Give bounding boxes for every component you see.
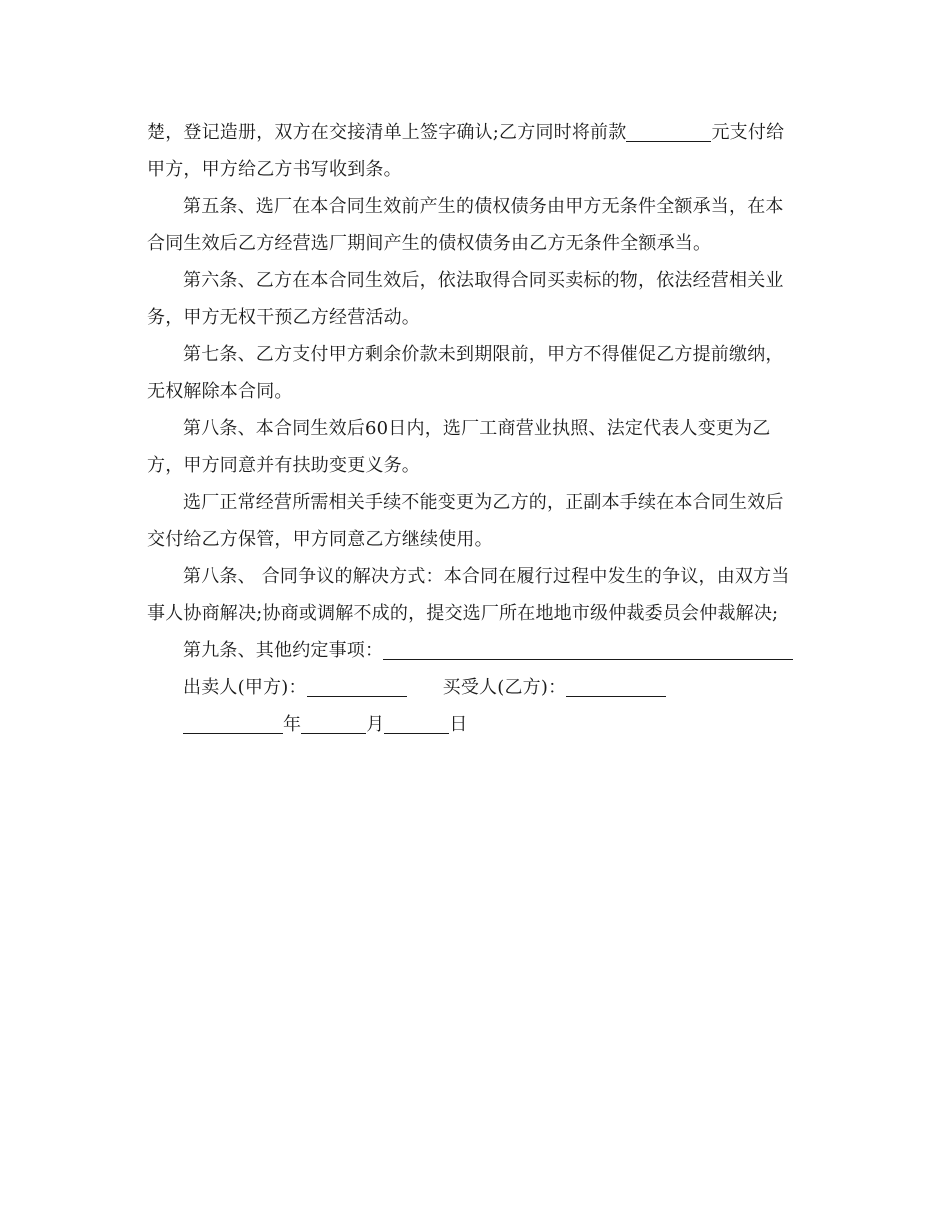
article-5-line: 合同生效后乙方经营选厂期间产生的债权债务由乙方无条件全额承当。 — [147, 233, 712, 254]
article-5-line: 第五条、选厂在本合同生效前产生的债权债务由甲方无条件全额承当，在本 — [183, 196, 784, 217]
seller-label: 出卖人(甲方)： — [183, 677, 307, 698]
other-terms-blank[interactable] — [383, 637, 793, 660]
procedures-line: 交付给乙方保管，甲方同意乙方继续使用。 — [147, 529, 493, 550]
dispute-clause-line: 事人协商解决;协商或调解不成的，提交选厂所在地地市级仲裁委员会仲裁解决; — [147, 603, 779, 624]
dispute-clause-line: 第八条、 合同争议的解决方式：本合同在履行过程中发生的争议，由双方当 — [183, 566, 790, 587]
article-7-line: 无权解除本合同。 — [147, 381, 293, 402]
signature-line — [147, 669, 799, 706]
line-text: 楚，登记造册，双方在交接清单上签字确认;乙方同时将前款 — [147, 122, 627, 143]
day-label: 日 — [449, 714, 468, 735]
article-7-line: 第七条、乙方支付甲方剩余价款未到期限前，甲方不得催促乙方提前缴纳， — [183, 344, 784, 365]
day-blank[interactable] — [384, 711, 449, 734]
other-terms-line — [147, 632, 799, 669]
seller-signature-blank[interactable] — [307, 674, 407, 697]
payment-amount-blank[interactable] — [626, 119, 711, 142]
article-8-line: 第八条、本合同生效后60日内，选厂工商营业执照、法定代表人变更为乙 — [183, 418, 771, 439]
year-label: 年 — [283, 714, 302, 735]
contract-body — [147, 114, 799, 743]
month-label: 月 — [366, 714, 385, 735]
date-line — [147, 706, 799, 743]
article-6-line: 务，甲方无权干预乙方经营活动。 — [147, 307, 420, 328]
year-blank[interactable] — [183, 711, 283, 734]
paragraph-line: 甲方，甲方给乙方书写收到条。 — [147, 159, 402, 180]
other-terms-label: 第九条、其他约定事项： — [183, 640, 384, 661]
article-8-line: 方，甲方同意并有扶助变更义务。 — [147, 455, 420, 476]
paragraph-line — [147, 114, 799, 151]
line-text: 元支付给 — [711, 122, 785, 143]
article-6-line: 第六条、乙方在本合同生效后，依法取得合同买卖标的物，依法经营相关业 — [183, 270, 784, 291]
buyer-label: 买受人(乙方)： — [442, 677, 567, 698]
buyer-signature-blank[interactable] — [566, 674, 666, 697]
month-blank[interactable] — [301, 711, 366, 734]
procedures-line: 选厂正常经营所需相关手续不能变更为乙方的，正副本手续在本合同生效后 — [183, 492, 784, 513]
